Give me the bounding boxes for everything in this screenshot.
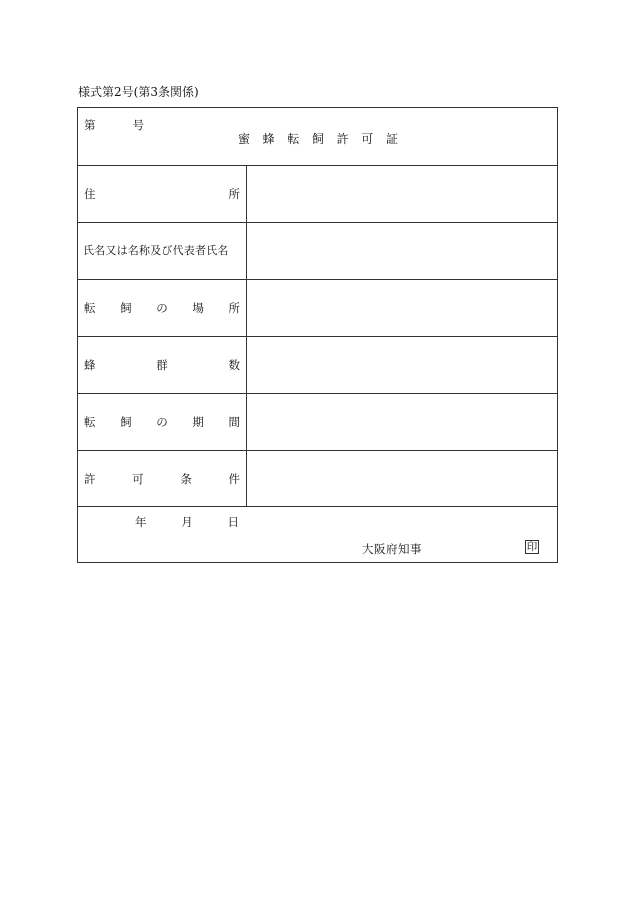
seal-mark: 印	[526, 541, 538, 553]
value-colony-count	[247, 337, 557, 393]
row-name	[78, 222, 557, 279]
date-char-year: 年	[135, 515, 147, 529]
row-label-colony-count	[84, 358, 240, 372]
label-char: 場	[192, 301, 204, 315]
label-char: 飼	[120, 415, 132, 429]
title-char: 蜂	[262, 132, 275, 146]
title-char: 証	[385, 132, 398, 146]
label-char: 許	[84, 471, 96, 486]
value-permit-conditions	[247, 451, 557, 506]
label-char: の	[156, 301, 168, 315]
row-label-cell	[78, 280, 247, 336]
row-label-cell	[78, 451, 247, 506]
label-char: 件	[228, 471, 240, 486]
permit-form	[77, 107, 558, 563]
label-char: 可	[132, 471, 144, 486]
header-row	[78, 108, 557, 165]
value-relocation-period	[247, 394, 557, 450]
row-label-relocation-location	[84, 301, 240, 315]
date-char-month: 月	[181, 515, 193, 529]
row-label-relocation-period	[84, 415, 240, 429]
label-char: 飼	[120, 301, 132, 315]
title-char: 許	[336, 132, 349, 146]
label-char: 住	[84, 187, 96, 201]
row-label-cell	[78, 337, 247, 393]
label-char: 条	[180, 471, 192, 486]
row-permit-conditions	[78, 450, 557, 506]
title-char: 蜜	[238, 132, 251, 146]
label-char: 間	[228, 415, 240, 429]
row-label-cell	[78, 166, 247, 222]
footer-row	[78, 506, 557, 562]
number-label-char: 号	[132, 118, 144, 132]
row-address	[78, 165, 557, 222]
row-label-cell	[78, 223, 247, 279]
row-relocation-period	[78, 393, 557, 450]
label-char: 氏名又は名称及び代表者氏名	[83, 244, 229, 257]
date-char-day: 日	[227, 515, 239, 529]
label-char: の	[156, 415, 168, 429]
row-label-cell	[78, 394, 247, 450]
label-char: 数	[228, 358, 240, 372]
label-char: 所	[228, 187, 240, 201]
row-relocation-location	[78, 279, 557, 336]
issuer-name: 大阪府知事	[362, 542, 422, 556]
label-char: 蜂	[84, 358, 96, 372]
issue-date	[135, 515, 239, 529]
row-label-permit-conditions	[84, 472, 240, 486]
title-char: 可	[361, 132, 374, 146]
title-char: 転	[287, 132, 300, 146]
row-label-name	[83, 244, 241, 258]
number-label-char: 第	[84, 118, 96, 132]
row-colony-count	[78, 336, 557, 393]
value-address	[247, 166, 557, 222]
value-relocation-location	[247, 280, 557, 336]
value-name	[247, 223, 557, 279]
label-char: 群	[156, 358, 168, 372]
title-char: 飼	[311, 132, 324, 146]
label-char: 所	[228, 301, 240, 315]
form-caption: 様式第2号(第3条関係)	[78, 85, 199, 99]
row-label-address	[84, 187, 240, 201]
permit-number-label	[84, 118, 144, 132]
label-char: 転	[84, 301, 96, 315]
label-char: 期	[192, 415, 204, 429]
form-title	[238, 132, 398, 146]
label-char: 転	[84, 415, 96, 429]
